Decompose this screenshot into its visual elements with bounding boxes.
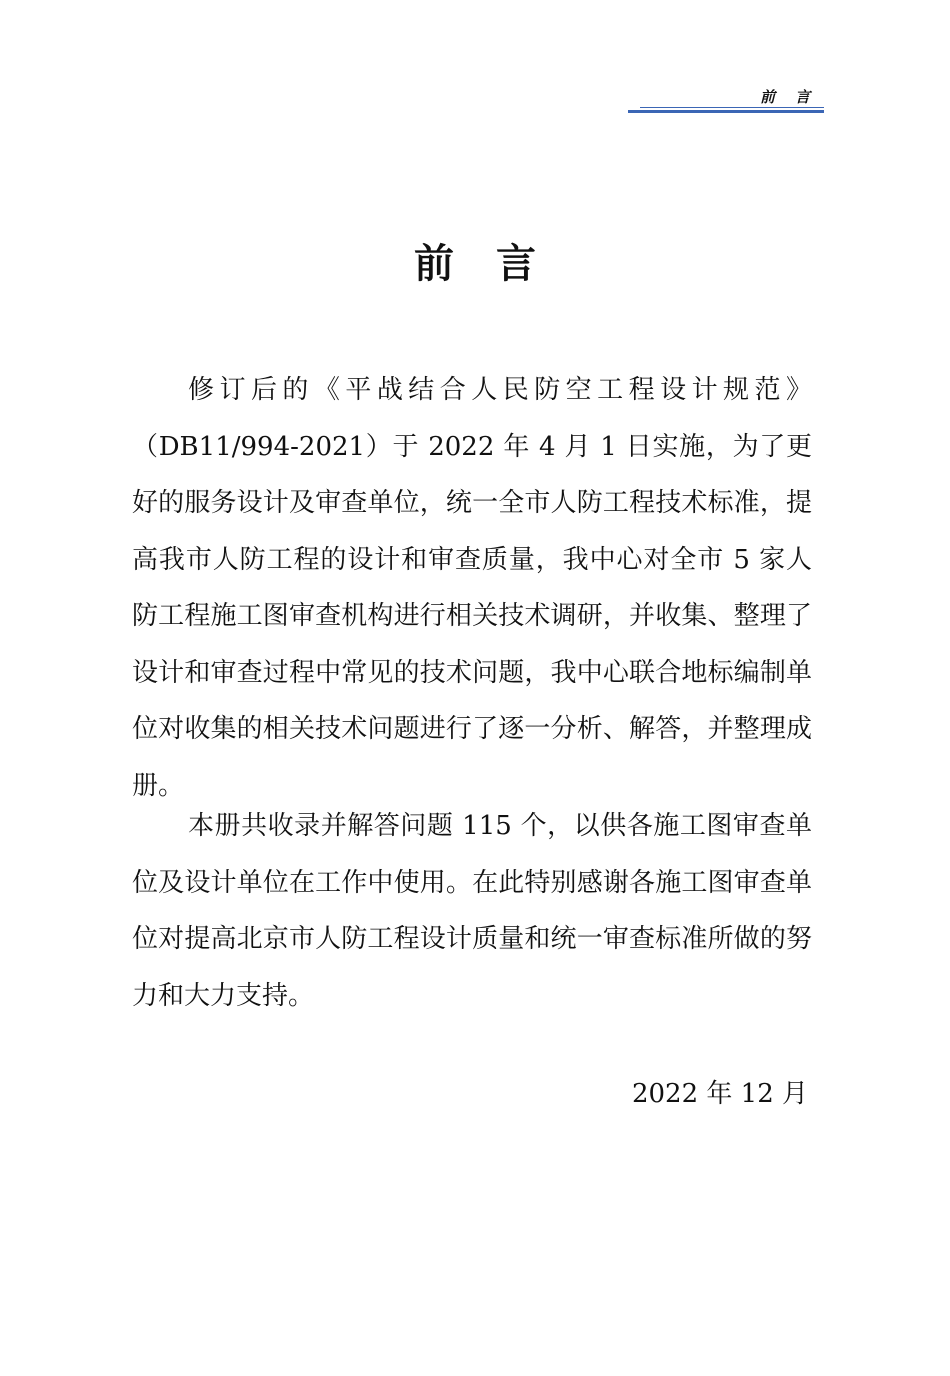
body-paragraph: 本册共收录并解答问题 115 个，以供各施工图审查单位及设计单位在工作中使用。在此特别感谢各施工图审查单位对提高北京市人防工程设计质量和统一审查标准所做的努力和大力支持。	[132, 811, 812, 1011]
body-paragraph-1-block	[132, 362, 812, 814]
page-title	[0, 232, 950, 289]
body-paragraph: 修订后的《平战结合人民防空工程设计规范》（DB11/994-2021）于 2022 年 4 月 1 日实施，为了更好的服务设计及审查单位，统一全市人防工程技术标准，提高我市人防工程的设计和审查质量，我中心对全市 5 家人防工程施工图审查机构进行相关技术调研，并收集、整理了设计和审查过程中常见的技术问题，我中心联合地标编制单位对收集的相关技术问题进行了逐一分析、解答，并整理成册。	[132, 375, 812, 801]
header-rule-thin	[640, 107, 824, 108]
page-title-char-1: 前	[414, 240, 454, 287]
header-rule-thick	[628, 110, 824, 113]
running-header: 前言	[760, 88, 831, 106]
body-paragraph-2-block	[132, 798, 812, 1024]
date-line: 2022 年 12 月	[631, 1079, 808, 1109]
page-title-char-2: 言	[496, 240, 536, 287]
